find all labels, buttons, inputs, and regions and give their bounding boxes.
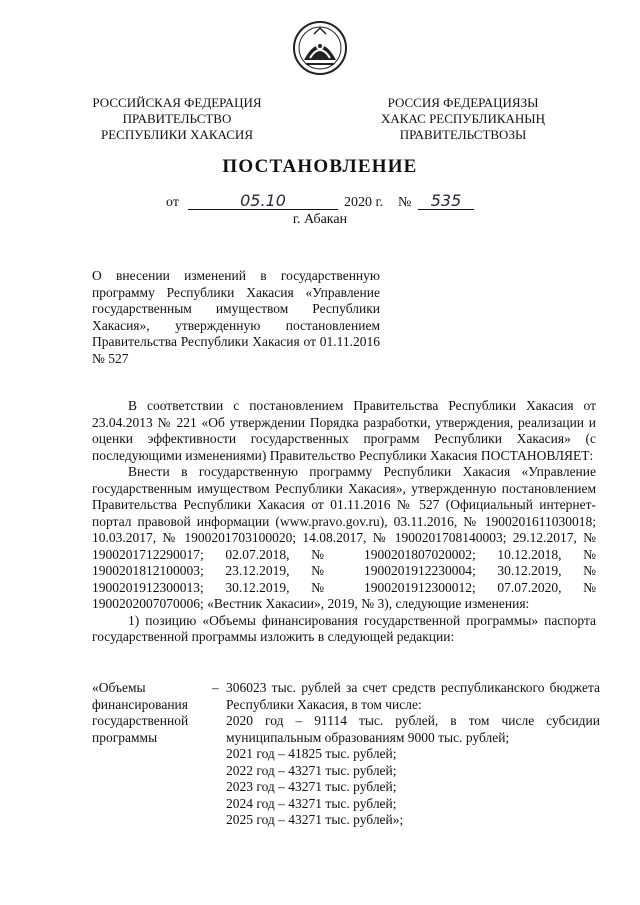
- financing-line: 2024 год – 43271 тыс. рублей;: [226, 795, 397, 811]
- financing-line: 2023 год – 43271 тыс. рублей;: [226, 779, 397, 794]
- financing-line: 2021 год – 41825 тыс. рублей;: [226, 746, 397, 761]
- financing-line: 2025 год – 43271 тыс. рублей»;: [226, 812, 404, 827]
- city: г. Абакан: [292, 212, 348, 227]
- financing-table-values: [226, 680, 600, 829]
- financing-table-label: «Объемы финансирования государственной программы: [92, 680, 189, 745]
- coat-of-arms-emblem: [292, 20, 348, 76]
- body-paragraph: В соответствии с постановлением Правительства Республики Хакасия от 23.04.2013 № 221 «Об утверждении Порядка разработки, утверждения, реализации и оценки эффективности государственных программ Республики Хакасия» (с последующими изменениями) Правительство Республики Хакасия ПОСТАНОВЛЯЕТ:: [92, 398, 596, 463]
- header-left-line: РОССИЙСКАЯ ФЕДЕРАЦИЯ: [92, 95, 262, 110]
- document-title: ПОСТАНОВЛЕНИЕ: [222, 156, 418, 177]
- body-paragraph: 1) позицию «Объемы финансирования государственной программы» паспорта государственной программы изложить в следующей редакции:: [92, 612, 596, 644]
- financing-line: 2022 год – 43271 тыс. рублей;: [226, 762, 397, 778]
- handwritten-date: 05.10: [188, 191, 338, 210]
- header-left-line: РЕСПУБЛИКИ ХАКАСИЯ: [100, 127, 253, 142]
- header-right-line: ПРАВИТЕЛЬСТВОЗЫ: [399, 127, 527, 142]
- dateline-from-label: от: [166, 195, 179, 210]
- header-right: [348, 95, 578, 143]
- financing-table-dash: –: [212, 680, 219, 695]
- dateline-number-sign: №: [398, 195, 412, 210]
- dateline-year: 2020 г.: [344, 195, 384, 210]
- body-paragraph: Внести в государственную программу Республики Хакасия «Управление государственным имуществом Республики Хакасия», утвержденную постановлением Правительства Республики Хакасия от 01.11.2016 № 527 (Официальный интернет-портал правовой информации (www.pravo.gov.ru), 03.11.2016, № 1900201611030018; 10.03.2017, № 1900201703100020; 14.08.2017, № 1900201708140003; 29.12.2017, № 1900201712290017; 02.07.2018, № 1900201807020002; 10.12.2018, № 1900201812100003; 23.12.2019, № 1900201912230004; 30.12.2019, № 1900201912300013; 30.12.2019, № 1900201912300012; 07.07.2020, № 1900202007070006; «Вестник Хакасии», 2019, № 3), следующие изменения:: [92, 464, 596, 611]
- financing-line: 306023 тыс. рублей за счет средств республиканского бюджета Республики Хакасия, в том числе:: [226, 680, 600, 712]
- document-subject: О внесении изменений в государственную программу Республики Хакасия «Управление государственным имуществом Республики Хакасия», утвержденную постановлением Правительства Республики Хакасия от 01.11.2016 № 527: [92, 268, 380, 366]
- header-left-line: ПРАВИТЕЛЬСТВО: [122, 111, 232, 126]
- handwritten-number: 535: [418, 191, 474, 210]
- financing-line: 2020 год – 91114 тыс. рублей, в том числе субсидии муниципальным образованиям 9000 тыс. рублей;: [226, 713, 600, 745]
- header-right-line: ХАКАС РЕСПУБЛИКАНЫҢ: [380, 111, 546, 126]
- document-body: [92, 398, 596, 646]
- header-left: [62, 95, 292, 143]
- header-right-line: РОССИЯ ФЕДЕРАЦИЯЗЫ: [387, 95, 539, 110]
